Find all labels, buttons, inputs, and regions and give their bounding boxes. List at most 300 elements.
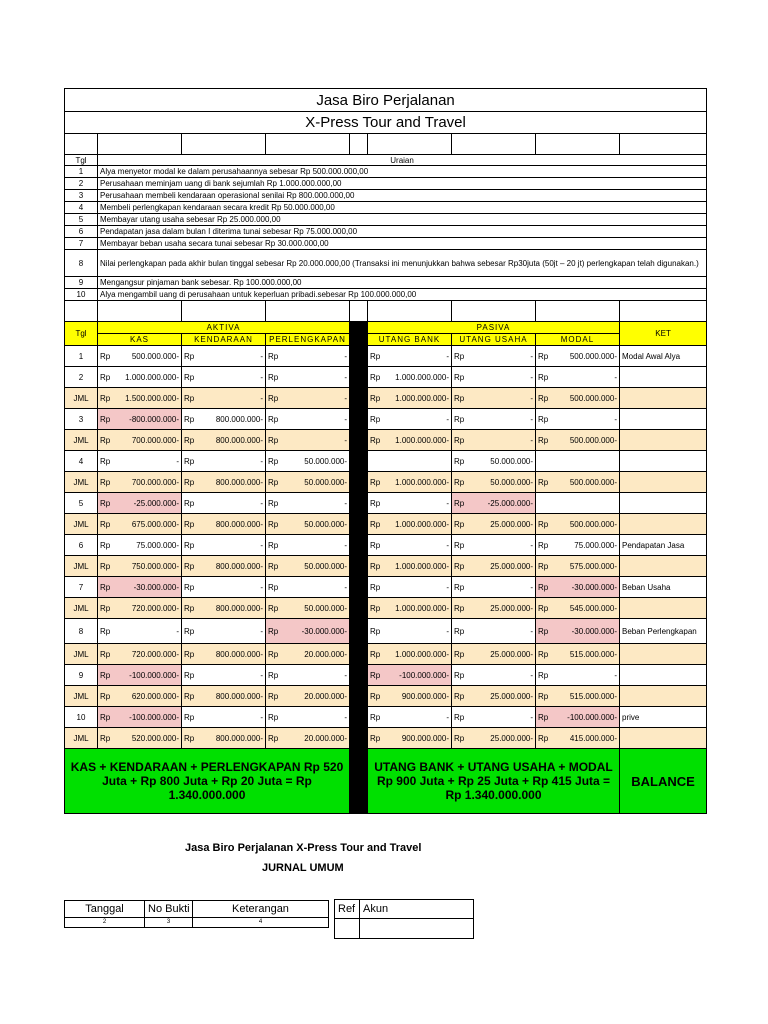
ledger-ket xyxy=(620,665,707,686)
transaction-no: 3 xyxy=(65,190,98,202)
currency-label: Rp xyxy=(184,626,195,636)
ledger-ket xyxy=(620,472,707,493)
ledger-ket xyxy=(620,451,707,472)
amount-value: 800.000.000- xyxy=(215,603,263,613)
currency-label: Rp xyxy=(268,540,279,550)
amount-value: 800.000.000- xyxy=(215,733,263,743)
amount-value: - xyxy=(260,351,263,361)
amount-value: - xyxy=(344,498,347,508)
amount-value: 1.000.000.000- xyxy=(395,603,449,613)
ledger-utang-bank-cell xyxy=(368,409,452,430)
currency-label: Rp xyxy=(538,691,549,701)
amount-value: 75.000.000- xyxy=(574,540,617,550)
currency-label: Rp xyxy=(370,582,381,592)
amount-value: - xyxy=(344,670,347,680)
transaction-no: 5 xyxy=(65,214,98,226)
amount-value: 500.000.000- xyxy=(569,477,617,487)
amount-value: 50.000.000- xyxy=(304,603,347,613)
currency-label: Rp xyxy=(100,351,111,361)
ledger-perlengkapan-cell xyxy=(266,598,350,619)
ledger-header-aktiva: AKTIVA xyxy=(98,322,350,334)
currency-label: Rp xyxy=(268,649,279,659)
currency-label: Rp xyxy=(454,733,465,743)
trans-header-uraian: Uraian xyxy=(98,155,707,166)
ledger-kas-cell xyxy=(98,388,182,409)
currency-label: Rp xyxy=(538,414,549,424)
amount-value: 1.000.000.000- xyxy=(395,519,449,529)
amount-value: 800.000.000- xyxy=(215,477,263,487)
ledger-kas-cell xyxy=(98,598,182,619)
amount-value: - xyxy=(344,540,347,550)
amount-value: 75.000.000- xyxy=(136,540,179,550)
amount-value: -30.000.000- xyxy=(571,626,617,636)
ledger-perlengkapan-cell xyxy=(266,686,350,707)
ledger-utang-usaha-cell xyxy=(452,514,536,535)
ledger-utang-usaha-cell xyxy=(452,472,536,493)
amount-value: 500.000.000- xyxy=(131,351,179,361)
amount-value: - xyxy=(344,435,347,445)
ledger-kas-cell xyxy=(98,665,182,686)
currency-label: Rp xyxy=(538,649,549,659)
amount-value: - xyxy=(176,456,179,466)
currency-label: Rp xyxy=(370,626,381,636)
ledger-kendaraan-cell xyxy=(182,598,266,619)
ledger-tgl: 2 xyxy=(65,367,98,388)
ledger-ket xyxy=(620,430,707,451)
amount-value: 675.000.000- xyxy=(131,519,179,529)
currency-label: Rp xyxy=(370,414,381,424)
ledger-perlengkapan-cell xyxy=(266,665,350,686)
currency-label: Rp xyxy=(268,498,279,508)
ledger-header-kendaraan: KENDARAAN xyxy=(182,334,266,346)
transaction-no: 8 xyxy=(65,250,98,277)
ledger-utang-bank-cell xyxy=(368,430,452,451)
currency-label: Rp xyxy=(538,393,549,403)
amount-value: - xyxy=(446,582,449,592)
ledger-utang-bank-cell xyxy=(368,644,452,665)
currency-label: Rp xyxy=(454,626,465,636)
transaction-no: 9 xyxy=(65,277,98,289)
amount-value: - xyxy=(260,456,263,466)
ledger-kas-cell xyxy=(98,367,182,388)
ledger-tgl: JML xyxy=(65,430,98,451)
currency-label: Rp xyxy=(538,712,549,722)
amount-value: - xyxy=(614,670,617,680)
amount-value: - xyxy=(446,626,449,636)
ledger-kas-cell xyxy=(98,472,182,493)
ledger-kas-cell xyxy=(98,686,182,707)
amount-value: - xyxy=(530,435,533,445)
ledger-tgl: 8 xyxy=(65,619,98,644)
amount-value: 515.000.000- xyxy=(569,649,617,659)
amount-value: 50.000.000- xyxy=(490,456,533,466)
ledger-perlengkapan-cell xyxy=(266,514,350,535)
spreadsheet xyxy=(64,88,706,814)
ledger-ket: Pendapatan Jasa xyxy=(620,535,707,556)
ledger-utang-bank-cell xyxy=(368,535,452,556)
transaction-no: 6 xyxy=(65,226,98,238)
ledger-kendaraan-cell xyxy=(182,430,266,451)
journal-col-number: 2 xyxy=(65,918,145,928)
transaction-text: Membayar beban usaha secara tunai sebesar Rp 30.000.000,00 xyxy=(98,238,707,250)
amount-value: 1.500.000.000- xyxy=(125,393,179,403)
ledger-divider xyxy=(350,430,368,451)
currency-label: Rp xyxy=(370,372,381,382)
ledger-modal-cell xyxy=(536,728,620,749)
amount-value: -100.000.000- xyxy=(567,712,617,722)
ledger-kendaraan-cell xyxy=(182,409,266,430)
ledger-divider xyxy=(350,707,368,728)
amount-value: - xyxy=(344,712,347,722)
ledger-utang-usaha-cell xyxy=(452,535,536,556)
ledger-perlengkapan-cell xyxy=(266,346,350,367)
currency-label: Rp xyxy=(538,733,549,743)
ledger-kas-cell xyxy=(98,577,182,598)
ledger-perlengkapan-cell xyxy=(266,644,350,665)
sheet-subtitle: X-Press Tour and Travel xyxy=(65,112,707,134)
currency-label: Rp xyxy=(268,733,279,743)
ledger-modal-cell xyxy=(536,367,620,388)
ledger-ket: Modal Awal Alya xyxy=(620,346,707,367)
currency-label: Rp xyxy=(184,561,195,571)
ledger-kendaraan-cell xyxy=(182,577,266,598)
ledger-divider xyxy=(350,493,368,514)
amount-value: - xyxy=(176,626,179,636)
amount-value: - xyxy=(260,670,263,680)
amount-value: 500.000.000- xyxy=(569,393,617,403)
ledger-header-perlengkapan: PERLENGKAPAN xyxy=(266,334,350,346)
currency-label: Rp xyxy=(268,561,279,571)
amount-value: - xyxy=(530,626,533,636)
currency-label: Rp xyxy=(538,561,549,571)
trans-header-tgl: Tgl xyxy=(65,155,98,166)
ledger-divider xyxy=(350,644,368,665)
ledger-utang-bank-cell xyxy=(368,472,452,493)
ledger-kas-cell xyxy=(98,451,182,472)
ledger-perlengkapan-cell xyxy=(266,493,350,514)
currency-label: Rp xyxy=(370,435,381,445)
ledger-tgl: JML xyxy=(65,388,98,409)
currency-label: Rp xyxy=(454,603,465,613)
transaction-no: 1 xyxy=(65,166,98,178)
currency-label: Rp xyxy=(184,670,195,680)
ledger-modal-cell xyxy=(536,535,620,556)
ledger-kas-cell xyxy=(98,430,182,451)
amount-value: - xyxy=(446,498,449,508)
amount-value: - xyxy=(344,372,347,382)
ledger-modal-cell xyxy=(536,644,620,665)
ledger-header-ket: KET xyxy=(620,322,707,346)
currency-label: Rp xyxy=(100,393,111,403)
currency-label: Rp xyxy=(454,519,465,529)
ledger-utang-bank-cell xyxy=(368,619,452,644)
currency-label: Rp xyxy=(370,477,381,487)
ledger-divider xyxy=(350,322,368,346)
amount-value: -800.000.000- xyxy=(129,414,179,424)
currency-label: Rp xyxy=(454,435,465,445)
currency-label: Rp xyxy=(268,712,279,722)
amount-value: 1.000.000.000- xyxy=(395,561,449,571)
ledger-perlengkapan-cell xyxy=(266,388,350,409)
ledger-utang-usaha-cell xyxy=(452,728,536,749)
currency-label: Rp xyxy=(184,582,195,592)
ledger-kendaraan-cell xyxy=(182,535,266,556)
ledger-divider xyxy=(350,598,368,619)
ledger-utang-usaha-cell xyxy=(452,707,536,728)
amount-value: 1.000.000.000- xyxy=(395,435,449,445)
ledger-modal-cell xyxy=(536,472,620,493)
currency-label: Rp xyxy=(454,351,465,361)
ledger-header-pasiva: PASIVA xyxy=(368,322,620,334)
amount-value: 415.000.000- xyxy=(569,733,617,743)
ledger-ket xyxy=(620,388,707,409)
currency-label: Rp xyxy=(454,649,465,659)
ledger-modal-cell xyxy=(536,686,620,707)
amount-value: 800.000.000- xyxy=(215,561,263,571)
amount-value: 25.000.000- xyxy=(490,519,533,529)
amount-value: - xyxy=(530,393,533,403)
ledger-kas-cell xyxy=(98,619,182,644)
amount-value: 50.000.000- xyxy=(304,456,347,466)
ledger-kendaraan-cell xyxy=(182,451,266,472)
currency-label: Rp xyxy=(454,691,465,701)
amount-value: - xyxy=(446,540,449,550)
amount-value: -30.000.000- xyxy=(133,582,179,592)
currency-label: Rp xyxy=(184,519,195,529)
amount-value: - xyxy=(260,626,263,636)
amount-value: - xyxy=(260,540,263,550)
currency-label: Rp xyxy=(370,561,381,571)
amount-value: -100.000.000- xyxy=(399,670,449,680)
currency-label: Rp xyxy=(538,582,549,592)
ledger-ket xyxy=(620,514,707,535)
currency-label: Rp xyxy=(100,712,111,722)
ledger-kendaraan-cell xyxy=(182,619,266,644)
currency-label: Rp xyxy=(184,435,195,445)
amount-value: 700.000.000- xyxy=(131,435,179,445)
transaction-text: Membeli perlengkapan kendaraan secara kredit Rp 50.000.000,00 xyxy=(98,202,707,214)
ledger-utang-bank-cell xyxy=(368,598,452,619)
amount-value: - xyxy=(614,414,617,424)
ledger-divider xyxy=(350,619,368,644)
currency-label: Rp xyxy=(268,477,279,487)
currency-label: Rp xyxy=(538,435,549,445)
ledger-modal-cell xyxy=(536,556,620,577)
transaction-no: 10 xyxy=(65,289,98,301)
ledger-tgl: 4 xyxy=(65,451,98,472)
ledger-utang-usaha-cell xyxy=(452,644,536,665)
currency-label: Rp xyxy=(538,372,549,382)
ledger-tgl: 5 xyxy=(65,493,98,514)
currency-label: Rp xyxy=(454,561,465,571)
amount-value: 50.000.000- xyxy=(304,519,347,529)
ledger-kas-cell xyxy=(98,728,182,749)
ledger-kendaraan-cell xyxy=(182,514,266,535)
ledger-kendaraan-cell xyxy=(182,556,266,577)
currency-label: Rp xyxy=(100,456,111,466)
transaction-text: Pendapatan jasa dalam bulan I diterima tunai sebesar Rp 75.000.000,00 xyxy=(98,226,707,238)
ledger-header-modal: MODAL xyxy=(536,334,620,346)
amount-value: - xyxy=(260,393,263,403)
amount-value: 50.000.000- xyxy=(490,477,533,487)
currency-label: Rp xyxy=(268,691,279,701)
currency-label: Rp xyxy=(184,603,195,613)
ledger-utang-bank-cell xyxy=(368,493,452,514)
ledger-modal-cell xyxy=(536,514,620,535)
currency-label: Rp xyxy=(100,649,111,659)
ledger-modal-cell xyxy=(536,577,620,598)
journal-akun-cell xyxy=(360,919,474,939)
currency-label: Rp xyxy=(538,626,549,636)
currency-label: Rp xyxy=(370,649,381,659)
ledger-perlengkapan-cell xyxy=(266,535,350,556)
currency-label: Rp xyxy=(184,414,195,424)
ledger-kas-cell xyxy=(98,556,182,577)
currency-label: Rp xyxy=(538,351,549,361)
ledger-kas-cell xyxy=(98,514,182,535)
currency-label: Rp xyxy=(370,712,381,722)
ledger-tgl: 9 xyxy=(65,665,98,686)
currency-label: Rp xyxy=(100,540,111,550)
amount-value: 1.000.000.000- xyxy=(395,393,449,403)
currency-label: Rp xyxy=(538,477,549,487)
journal-company-title: Jasa Biro Perjalanan X-Press Tour and Travel xyxy=(185,842,422,854)
ledger-ket xyxy=(620,686,707,707)
ledger-modal-cell xyxy=(536,665,620,686)
amount-value: - xyxy=(530,582,533,592)
ledger-kendaraan-cell xyxy=(182,367,266,388)
ledger-tgl: 3 xyxy=(65,409,98,430)
ledger-divider xyxy=(350,346,368,367)
currency-label: Rp xyxy=(454,712,465,722)
currency-label: Rp xyxy=(184,649,195,659)
ledger-kas-cell xyxy=(98,409,182,430)
ledger-utang-bank-cell xyxy=(368,686,452,707)
ledger-kendaraan-cell xyxy=(182,665,266,686)
currency-label: Rp xyxy=(100,561,111,571)
amount-value: 520.000.000- xyxy=(131,733,179,743)
amount-value: - xyxy=(530,712,533,722)
ledger-kendaraan-cell xyxy=(182,728,266,749)
summary-divider xyxy=(350,749,368,814)
ledger-kendaraan-cell xyxy=(182,686,266,707)
amount-value: - xyxy=(260,498,263,508)
ledger-perlengkapan-cell xyxy=(266,367,350,388)
ledger-kendaraan-cell xyxy=(182,644,266,665)
transaction-text: Perusahaan meminjam uang di bank sejumlah Rp 1.000.000.000,00 xyxy=(98,178,707,190)
ledger-rows xyxy=(65,346,707,749)
journal-ref-table xyxy=(334,899,474,939)
ledger-utang-bank-cell xyxy=(368,514,452,535)
currency-label: Rp xyxy=(268,435,279,445)
amount-value: - xyxy=(446,351,449,361)
ledger-tgl: JML xyxy=(65,728,98,749)
journal-header-akun: Akun xyxy=(360,900,474,919)
currency-label: Rp xyxy=(184,498,195,508)
ledger-divider xyxy=(350,472,368,493)
amount-value: -100.000.000- xyxy=(129,670,179,680)
ledger-tgl: 6 xyxy=(65,535,98,556)
amount-value: 20.000.000- xyxy=(304,649,347,659)
balance-label: BALANCE xyxy=(620,749,707,814)
journal-header-keterangan: Keterangan xyxy=(193,901,329,918)
transaction-text: Perusahaan membeli kendaraan operasional senilai Rp 800.000.000,00 xyxy=(98,190,707,202)
currency-label: Rp xyxy=(268,582,279,592)
ledger-divider xyxy=(350,451,368,472)
ledger-kas-cell xyxy=(98,707,182,728)
ledger-perlengkapan-cell xyxy=(266,619,350,644)
transaction-text: Nilai perlengkapan pada akhir bulan tinggal sebesar Rp 20.000.000,00 (Transaksi ini menunjukkan bahwa sebesar Rp30juta (50jt – 20 jt) perlengkapan telah digunakan.) xyxy=(98,250,707,277)
ledger-divider xyxy=(350,728,368,749)
currency-label: Rp xyxy=(454,393,465,403)
ledger-header-kas: KAS xyxy=(98,334,182,346)
currency-label: Rp xyxy=(100,414,111,424)
ledger-kas-cell xyxy=(98,493,182,514)
ledger-modal-cell xyxy=(536,409,620,430)
amount-value: 1.000.000.000- xyxy=(125,372,179,382)
amount-value: -30.000.000- xyxy=(301,626,347,636)
currency-label: Rp xyxy=(184,691,195,701)
amount-value: - xyxy=(530,372,533,382)
currency-label: Rp xyxy=(184,351,195,361)
ledger-utang-usaha-cell xyxy=(452,577,536,598)
amount-value: 620.000.000- xyxy=(131,691,179,701)
currency-label: Rp xyxy=(454,670,465,680)
amount-value: 750.000.000- xyxy=(131,561,179,571)
amount-value: -100.000.000- xyxy=(129,712,179,722)
transaction-text: Mengangsur pinjaman bank sebesar. Rp 100.000.000,00 xyxy=(98,277,707,289)
ledger-divider xyxy=(350,388,368,409)
ledger-ket xyxy=(620,409,707,430)
currency-label: Rp xyxy=(370,670,381,680)
ledger-modal-cell xyxy=(536,346,620,367)
currency-label: Rp xyxy=(538,519,549,529)
currency-label: Rp xyxy=(268,670,279,680)
ledger-utang-usaha-cell xyxy=(452,493,536,514)
ledger-utang-usaha-cell xyxy=(452,346,536,367)
ledger-modal-cell xyxy=(536,707,620,728)
amount-value: 500.000.000- xyxy=(569,435,617,445)
ledger-utang-usaha-cell xyxy=(452,430,536,451)
amount-value: -30.000.000- xyxy=(571,582,617,592)
ledger-utang-usaha-cell xyxy=(452,598,536,619)
currency-label: Rp xyxy=(454,498,465,508)
currency-label: Rp xyxy=(184,456,195,466)
journal-title: JURNAL UMUM xyxy=(262,862,344,874)
ledger-utang-bank-cell xyxy=(368,346,452,367)
amount-value: 800.000.000- xyxy=(215,414,263,424)
ledger-modal-cell xyxy=(536,598,620,619)
amount-value: -25.000.000- xyxy=(487,498,533,508)
ledger-ket: Beban Perlengkapan xyxy=(620,619,707,644)
amount-value: 500.000.000- xyxy=(569,351,617,361)
currency-label: Rp xyxy=(268,519,279,529)
currency-label: Rp xyxy=(268,351,279,361)
currency-label: Rp xyxy=(454,414,465,424)
currency-label: Rp xyxy=(370,519,381,529)
ledger-table xyxy=(64,88,707,814)
amount-value: - xyxy=(344,393,347,403)
amount-value: 575.000.000- xyxy=(569,561,617,571)
amount-value: 900.000.000- xyxy=(401,733,449,743)
ledger-header-tgl: Tgl xyxy=(65,322,98,346)
ledger-divider xyxy=(350,556,368,577)
currency-label: Rp xyxy=(100,603,111,613)
ledger-ket xyxy=(620,598,707,619)
currency-label: Rp xyxy=(454,582,465,592)
amount-value: 50.000.000- xyxy=(304,477,347,487)
ledger-tgl: 10 xyxy=(65,707,98,728)
